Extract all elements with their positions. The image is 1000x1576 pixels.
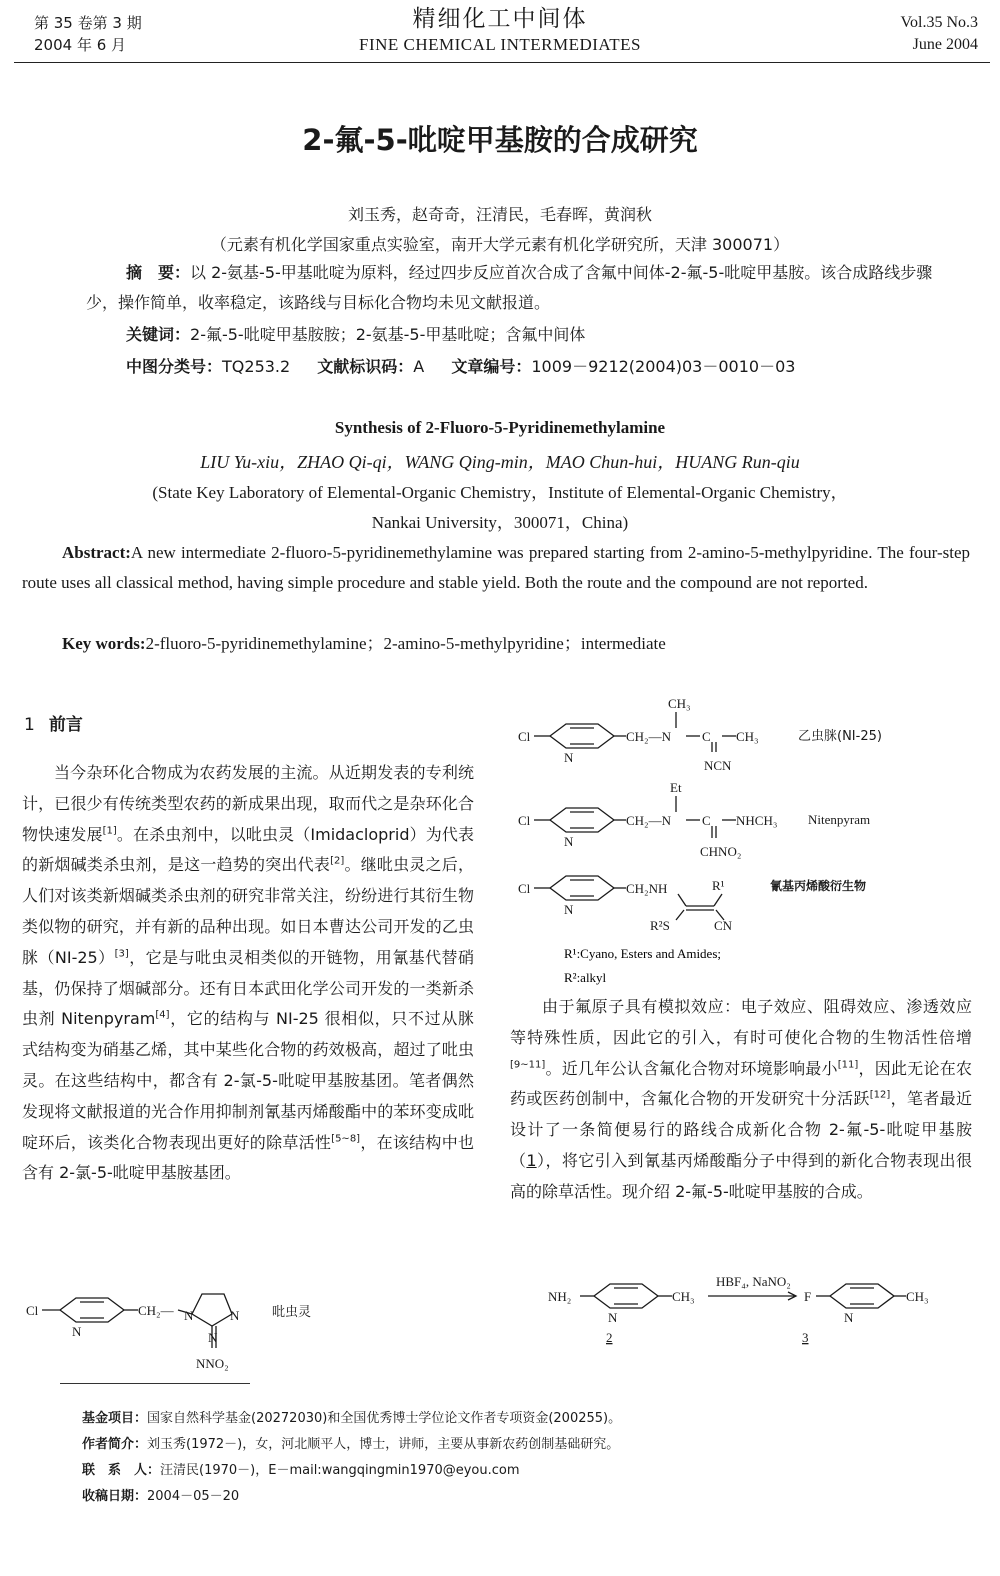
group-ch2nh: CH₂NH xyxy=(626,881,668,896)
keywords-en-text: 2-fluoro-5-pyridinemethylamine；2-amino-5-methylpyridine；intermediate xyxy=(145,634,666,653)
header-issue-info xyxy=(34,12,142,56)
group-ch2: CH₂— xyxy=(138,1303,174,1318)
group-cn: CN xyxy=(714,918,733,933)
citation: [4] xyxy=(155,1010,170,1022)
atom-n: N xyxy=(208,1330,218,1345)
r2-definition: R²:alkyl xyxy=(564,970,607,985)
abstract-en-text: A new intermediate 2-fluoro-5-pyridinemethylamine was prepared starting from 2-amino-5-methylpyridine. The four-step route uses all classical method, having simple procedure and stable yield. Both the route and the compound are not reported. xyxy=(22,543,970,592)
footnote-label: 作者简介： xyxy=(82,1437,148,1452)
reaction-scheme xyxy=(540,1270,980,1350)
atom-n: N xyxy=(72,1324,82,1339)
group-chno2: CHNO₂ xyxy=(700,844,742,859)
abstract-cn xyxy=(86,258,942,318)
footnote-author-bio xyxy=(82,1434,619,1456)
group-ch3: CH₃ xyxy=(736,729,759,744)
keywords-en-label: Key words: xyxy=(62,634,146,653)
abstract-en xyxy=(22,538,970,598)
text-run: 。在杀虫剂中，以吡虫灵（Imidacloprid）为代表的新烟碱类杀虫剂，是这一趋势的突出代表 xyxy=(22,824,474,875)
atom-n: N xyxy=(564,750,574,765)
footnote-label: 基金项目： xyxy=(82,1411,148,1426)
atom-n: N xyxy=(564,902,574,917)
section-title: 前言 xyxy=(48,715,83,735)
clc-label: 中图分类号： xyxy=(126,357,223,376)
journal-name-cn: 精细化工中间体 xyxy=(412,6,588,32)
citation: [12] xyxy=(869,1090,891,1102)
group-nhch3: NHCH₃ xyxy=(736,813,778,828)
group-ch3: CH₃ xyxy=(672,1289,695,1304)
text-run: ，在该结构中也含有 2-氯-5-吡啶甲基胺基团。 xyxy=(22,1132,474,1183)
doc-code-value: A xyxy=(413,357,425,376)
text-run: 由于氟原子具有模拟效应：电子效应、阻碍效应、渗透效应等特殊性质，因此它的引入，有时可使化合物的生物活性倍增 xyxy=(510,997,972,1047)
atom-n: N xyxy=(844,1310,854,1325)
group-nh2: NH₂ xyxy=(548,1289,572,1304)
group-ch2: CH₂—N xyxy=(626,729,671,744)
imidacloprid-structure xyxy=(20,1290,350,1385)
journal-name xyxy=(290,4,710,56)
structure-label-cyanoacrylate: 氰基丙烯酸衍生物 xyxy=(770,879,867,893)
atom-n: N xyxy=(564,834,574,849)
atom-cl: Cl xyxy=(518,729,531,744)
group-ch3: CH₃ xyxy=(668,696,691,711)
group-r2s: R²S xyxy=(650,918,670,933)
authors-cn: 刘玉秀，赵奇奇，汪清民，毛春晖，黄润秋 xyxy=(347,205,652,224)
group-ch2: CH₂—N xyxy=(626,813,671,828)
abstract-cn-label: 摘 要： xyxy=(126,263,191,282)
compound-label-3: 3 xyxy=(802,1330,809,1345)
text-run: 。近几年公认含氟化合物对环境影响最小 xyxy=(545,1058,838,1078)
citation: [9~11] xyxy=(510,1059,546,1071)
header-date: 2004 年 6 月 xyxy=(34,36,127,54)
footnote-funding xyxy=(82,1408,621,1430)
doc-code-label: 文献标识码： xyxy=(317,357,414,376)
atom-n: N xyxy=(230,1308,240,1323)
footnote-text: 刘玉秀(1972－)，女，河北顺平人，博士，讲师，主要从事新农药创制基础研究。 xyxy=(147,1437,620,1452)
structure-label-ni25: 乙虫脒(NI-25) xyxy=(798,729,882,744)
keywords-cn-label: 关键词： xyxy=(126,325,191,344)
citation: [3] xyxy=(114,948,129,960)
atom-c: C xyxy=(702,729,711,744)
text-run: 当今杂环化合物成为农药发展的主流。从近期发表的专利统计，已很少有传统类型农药的新成果出现，取而代之是杂环化合物快速发展 xyxy=(22,763,474,844)
reaction-reagents: HBF₄, NaNO₂ xyxy=(716,1274,791,1289)
group-r1: R¹ xyxy=(712,878,725,893)
atom-c: C xyxy=(702,813,711,828)
structure-label-nitenpyram: Nitenpyram xyxy=(808,812,871,827)
classification-line xyxy=(126,352,982,382)
group-ch3: CH₃ xyxy=(906,1289,929,1304)
group-et: Et xyxy=(670,780,682,795)
footnote-received-date xyxy=(82,1486,239,1508)
text-run: 。继吡虫灵之后，人们对该类新烟碱类杀虫剂的研究非常关注，纷纷进行其衍生物类似物的研究，并有新的品种出现。如日本曹达公司开发的乙虫脒（NI-25） xyxy=(22,855,474,967)
article-no-label: 文章编号： xyxy=(451,357,532,376)
text-run: ，它是与吡虫灵相类似的开链物，用氰基代替硝基，仍保持了烟碱部分。还有日本武田化学公司开发的一类新杀虫剂 Nitenpyram xyxy=(22,947,474,1029)
text-run: ，笔者最近设计了一条简便易行的路线合成新化合物 2-氟-5-吡啶甲基胺（ xyxy=(510,1089,972,1170)
header-date-en: June 2004 xyxy=(912,36,978,53)
authors-en: LIU Yu-xiu，ZHAO Qi-qi，WANG Qing-min，MAO Chun-hui，HUANG Run-qiu xyxy=(200,452,800,472)
atom-n: N xyxy=(608,1310,618,1325)
text-run: ），将它引入到氰基丙烯酸酯分子中得到的新化合物表现出很高的除草活性。现介绍 2-氟-5-吡啶甲基胺的合成。 xyxy=(510,1150,972,1201)
r1-definition: R¹:Cyano, Esters and Amides; xyxy=(564,946,721,961)
footnote-contact xyxy=(82,1460,520,1482)
affiliation-en-line1: (State Key Laboratory of Elemental-Organic Chemistry，Institute of Elemental-Organic Chemistry， xyxy=(152,483,848,502)
abstract-cn-text: 以 2-氨基-5-甲基吡啶为原料，经过四步反应首次合成了含氟中间体-2-氟-5-吡啶甲基胺。该合成路线步骤少，操作简单，收率稳定，该路线与目标化合物均未见文献报道。 xyxy=(86,263,933,312)
paper-title-cn: 2-氟-5-吡啶甲基胺的合成研究 xyxy=(302,123,698,157)
body-paragraph-left xyxy=(22,758,474,1189)
header-volume-en: Vol.35 No.3 xyxy=(900,14,978,31)
atom-cl: Cl xyxy=(26,1303,39,1318)
header-volume-info xyxy=(901,12,979,56)
atom-f: F xyxy=(804,1289,812,1304)
header-rule xyxy=(14,62,990,63)
text-run: ，它的结构与 NI-25 很相似，只不过从脒式结构变为硝基乙烯，其中某些化合物的药效极高，超过了吡虫灵。在这些结构中，都含有 2-氯-5-吡啶甲基胺基团。笔者偶然发现将文献报道的光合作用抑制剂氰基丙烯酸酯中的苯环变成吡啶环后，该类化合物表现出更好的除草活性 xyxy=(22,1009,474,1152)
paper-title-en: Synthesis of 2-Fluoro-5-Pyridinemethylamine xyxy=(334,418,666,437)
citation: [5~8] xyxy=(331,1133,361,1145)
journal-name-en: FINE CHEMICAL INTERMEDIATES xyxy=(358,35,642,54)
footnote-rule xyxy=(60,1383,250,1384)
footnote-label: 收稿日期： xyxy=(82,1489,148,1504)
citation: [11] xyxy=(837,1059,859,1071)
abstract-en-label: Abstract: xyxy=(62,543,131,562)
citation: [2] xyxy=(330,856,345,868)
citation: [1] xyxy=(102,825,117,837)
atom-cl: Cl xyxy=(518,881,531,896)
section-number: 1 xyxy=(24,715,35,735)
footnote-label: 联 系 人： xyxy=(82,1463,161,1478)
affiliation-en-line2: Nankai University，300071，China) xyxy=(371,513,629,532)
atom-cl: Cl xyxy=(518,813,531,828)
keywords-en xyxy=(62,630,962,658)
affiliation-en xyxy=(40,478,960,538)
body-paragraph-right xyxy=(510,992,972,1208)
clc-value: TQ253.2 xyxy=(222,357,291,376)
text-run: ，因此无论在农药或医药创制中，含氟化合物的开发研究十分活跃 xyxy=(510,1058,972,1109)
keywords-cn-text: 2-氟-5-吡啶甲基胺胺；2-氨基-5-甲基吡啶；含氟中间体 xyxy=(190,325,586,344)
affiliation-cn: （元素有机化学国家重点实验室，南开大学元素有机化学研究所，天津 300071） xyxy=(210,235,790,254)
structure-label-imidacloprid: 吡虫灵 xyxy=(272,1305,312,1320)
header-volume-issue: 第 35 卷第 3 期 xyxy=(34,14,142,32)
neonicotinoid-structures xyxy=(508,690,988,990)
footnote-text: 2004－05－20 xyxy=(147,1489,240,1504)
group-no2: NNO₂ xyxy=(196,1356,229,1371)
article-no-value: 1009－9212(2004)03－0010－03 xyxy=(531,357,796,376)
compound-label-2: 2 xyxy=(606,1330,613,1345)
group-ncn: NCN xyxy=(704,758,732,773)
atom-n: N xyxy=(184,1308,194,1323)
section-heading xyxy=(24,710,83,735)
footnote-text: 国家自然科学基金(20272030)和全国优秀博士学位论文作者专项资金(200255)。 xyxy=(147,1411,622,1426)
footnote-text: 汪清民(1970－)，E－mail:wangqingmin1970@eyou.com xyxy=(160,1463,520,1478)
compound-number: 1 xyxy=(526,1150,537,1170)
keywords-cn xyxy=(126,320,982,350)
